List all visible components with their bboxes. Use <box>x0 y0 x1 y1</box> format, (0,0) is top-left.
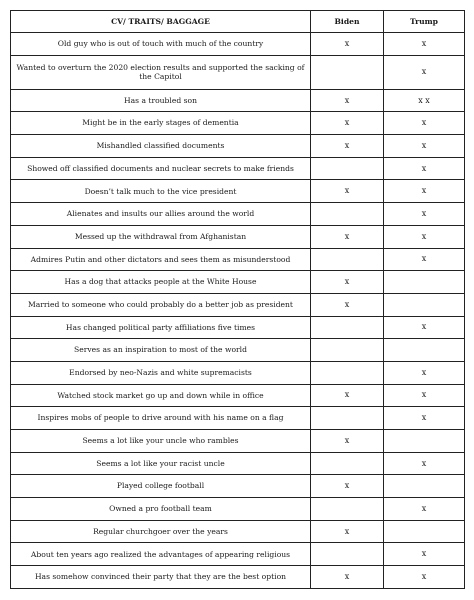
trait-cell: Seems a lot like your uncle who rambles <box>11 430 311 453</box>
trump-mark <box>384 475 465 498</box>
table-row <box>11 430 465 453</box>
table-row <box>11 248 465 271</box>
table-row <box>11 225 465 248</box>
table-row <box>11 566 465 589</box>
biden-mark <box>311 361 384 384</box>
trait-cell: Inspires mobs of people to drive around with his name on a flag <box>11 407 311 430</box>
trump-mark: x <box>384 55 465 89</box>
biden-mark <box>311 407 384 430</box>
trump-mark <box>384 293 465 316</box>
trait-cell: Showed off classified documents and nuclear secrets to make friends <box>11 157 311 180</box>
biden-mark: x <box>311 520 384 543</box>
biden-mark: x <box>311 33 384 56</box>
biden-mark: x <box>311 566 384 589</box>
trump-mark <box>384 520 465 543</box>
biden-mark: x <box>311 135 384 158</box>
trait-cell: Admires Putin and other dictators and sees them as misunderstood <box>11 248 311 271</box>
biden-mark: x <box>311 475 384 498</box>
trait-cell: Doesn’t talk much to the vice president <box>11 180 311 203</box>
table-row <box>11 498 465 521</box>
trait-cell: Has a dog that attacks people at the White House <box>11 271 311 294</box>
biden-mark <box>311 55 384 89</box>
biden-mark: x <box>311 180 384 203</box>
trait-cell: Old guy who is out of touch with much of the country <box>11 33 311 56</box>
trait-cell: Messed up the withdrawal from Afghanistan <box>11 225 311 248</box>
table-row <box>11 384 465 407</box>
table-row <box>11 203 465 226</box>
trait-cell: Mishandled classified documents <box>11 135 311 158</box>
biden-mark: x <box>311 112 384 135</box>
comparison-table <box>10 10 465 589</box>
table-row <box>11 339 465 362</box>
table-row <box>11 293 465 316</box>
trait-cell: Regular churchgoer over the years <box>11 520 311 543</box>
biden-mark <box>311 157 384 180</box>
biden-mark: x <box>311 293 384 316</box>
trump-mark: x <box>384 498 465 521</box>
trait-cell: Has changed political party affiliations five times <box>11 316 311 339</box>
trait-cell: Married to someone who could probably do a better job as president <box>11 293 311 316</box>
table-row <box>11 452 465 475</box>
trait-cell: Seems a lot like your racist uncle <box>11 452 311 475</box>
biden-mark <box>311 248 384 271</box>
table-row <box>11 135 465 158</box>
biden-mark: x <box>311 384 384 407</box>
biden-mark <box>311 339 384 362</box>
trump-mark: x <box>384 452 465 475</box>
header-trait: CV/ TRAITS/ BAGGAGE <box>11 11 311 33</box>
trump-mark: x <box>384 566 465 589</box>
trait-cell: Endorsed by neo-Nazis and white supremacists <box>11 361 311 384</box>
trait-cell: Serves as an inspiration to most of the world <box>11 339 311 362</box>
table-row <box>11 543 465 566</box>
trait-cell: Watched stock market go up and down while in office <box>11 384 311 407</box>
trump-mark: x <box>384 316 465 339</box>
comparison-sheet <box>10 10 464 589</box>
table-row <box>11 407 465 430</box>
trump-mark: x <box>384 112 465 135</box>
trump-mark <box>384 430 465 453</box>
header-row <box>11 11 465 33</box>
table-row <box>11 89 465 112</box>
header-biden: Biden <box>311 11 384 33</box>
table-row <box>11 475 465 498</box>
trait-cell: Alienates and insults our allies around the world <box>11 203 311 226</box>
trait-cell: About ten years ago realized the advantages of appearing religious <box>11 543 311 566</box>
table-row <box>11 520 465 543</box>
trait-cell: Played college football <box>11 475 311 498</box>
trump-mark: x <box>384 135 465 158</box>
trump-mark: x <box>384 203 465 226</box>
trump-mark: x x <box>384 89 465 112</box>
table-row <box>11 112 465 135</box>
table-row <box>11 316 465 339</box>
trump-mark: x <box>384 543 465 566</box>
trait-cell: Owned a pro football team <box>11 498 311 521</box>
trump-mark: x <box>384 407 465 430</box>
table-body <box>11 33 465 589</box>
trait-cell: Wanted to overturn the 2020 election results and supported the sacking of the Capitol <box>11 55 311 89</box>
trump-mark: x <box>384 157 465 180</box>
table-row <box>11 33 465 56</box>
trump-mark: x <box>384 248 465 271</box>
trump-mark <box>384 271 465 294</box>
header-trump: Trump <box>384 11 465 33</box>
trait-cell: Has somehow convinced their party that they are the best option <box>11 566 311 589</box>
trait-cell: Might be in the early stages of dementia <box>11 112 311 135</box>
trump-mark: x <box>384 33 465 56</box>
trump-mark: x <box>384 384 465 407</box>
table-row <box>11 157 465 180</box>
biden-mark <box>311 543 384 566</box>
table-row <box>11 180 465 203</box>
table-row <box>11 361 465 384</box>
biden-mark: x <box>311 225 384 248</box>
trump-mark: x <box>384 225 465 248</box>
trump-mark <box>384 339 465 362</box>
biden-mark <box>311 498 384 521</box>
trump-mark: x <box>384 361 465 384</box>
biden-mark: x <box>311 271 384 294</box>
trump-mark: x <box>384 180 465 203</box>
table-row <box>11 55 465 89</box>
table-row <box>11 271 465 294</box>
biden-mark: x <box>311 89 384 112</box>
trait-cell: Has a troubled son <box>11 89 311 112</box>
biden-mark <box>311 452 384 475</box>
biden-mark <box>311 316 384 339</box>
biden-mark: x <box>311 430 384 453</box>
biden-mark <box>311 203 384 226</box>
